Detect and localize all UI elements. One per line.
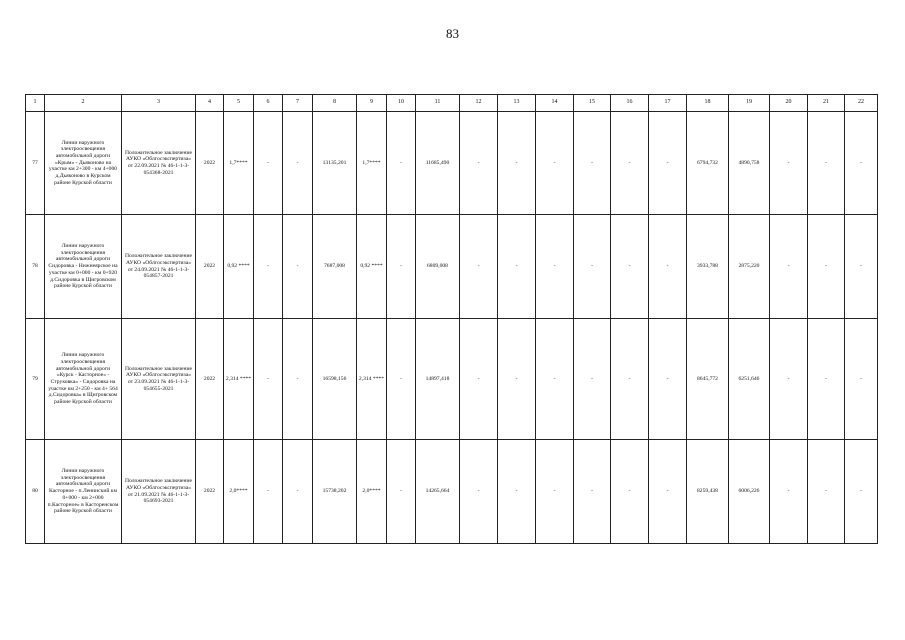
column-number: 13 xyxy=(498,95,536,112)
cell-cost: 2875,220 xyxy=(729,215,770,319)
cell-cost: 4890,758 xyxy=(729,112,770,215)
cell-cost: 8645,772 xyxy=(687,319,729,440)
cell-total-cost: 16598,156 xyxy=(313,319,357,440)
cell-value: - xyxy=(808,319,845,440)
cell-value: - xyxy=(283,112,313,215)
cell-value: - xyxy=(254,112,283,215)
column-number: 8 xyxy=(313,95,357,112)
cell-capacity: 0,92 **** xyxy=(224,215,254,319)
cell-value: - xyxy=(536,112,574,215)
cell-cost: 6809,008 xyxy=(416,215,460,319)
cell-value: - xyxy=(460,319,498,440)
cell-capacity: 1,7**** xyxy=(357,112,387,215)
row-number: 79 xyxy=(26,319,45,440)
expertise-conclusion: Положительное заключение АУКО «Облгосэкспертиза» от 21.09.2021 № 46-1-1-3-054693-2021 xyxy=(122,440,196,544)
cell-value: - xyxy=(254,440,283,544)
cell-value: - xyxy=(574,440,611,544)
cell-value: - xyxy=(845,215,878,319)
cell-value: - xyxy=(845,319,878,440)
cell-capacity: 0,92 **** xyxy=(357,215,387,319)
cell-cost: 6794,732 xyxy=(687,112,729,215)
cell-value: - xyxy=(283,440,313,544)
cell-value: - xyxy=(574,319,611,440)
cell-value: - xyxy=(254,215,283,319)
object-name: Линии наружного электроосвещения автомобильной дороги Касторное - п.Ленинский км 0+000 - км 2+000 п.Касторное» в Касторенском районе Курской области xyxy=(45,440,122,544)
cell-cost: 3933,788 xyxy=(687,215,729,319)
column-number: 21 xyxy=(808,95,845,112)
cell-value: - xyxy=(770,112,808,215)
cell-cost: 14265,664 xyxy=(416,440,460,544)
cell-value: - xyxy=(649,440,687,544)
column-number: 10 xyxy=(387,95,416,112)
column-number: 11 xyxy=(416,95,460,112)
table-row xyxy=(26,215,878,319)
cell-value: - xyxy=(611,112,649,215)
cell-capacity: 2,314 **** xyxy=(357,319,387,440)
column-number: 4 xyxy=(196,95,224,112)
year-cell: 2022 xyxy=(196,112,224,215)
expertise-conclusion: Положительное заключение АУКО «Облгосэкспертиза» от 22.09.2021 № 46-1-1-3-054368-2021 xyxy=(122,112,196,215)
cell-value: - xyxy=(387,215,416,319)
column-number: 6 xyxy=(254,95,283,112)
cell-value: - xyxy=(387,319,416,440)
cell-value: - xyxy=(808,215,845,319)
cell-value: - xyxy=(845,112,878,215)
investment-table xyxy=(25,94,878,544)
row-number: 80 xyxy=(26,440,45,544)
object-name: Линии наружного электроосвещения автомобильной дороги Сидоровка - Нижнеярское на участке км 0+000 - км 0+920 д.Сидоровка в Щигровском районе Курской области xyxy=(45,215,122,319)
cell-value: - xyxy=(460,440,498,544)
cell-capacity: 2,0**** xyxy=(224,440,254,544)
cell-total-cost: 7687,008 xyxy=(313,215,357,319)
cell-value: - xyxy=(808,112,845,215)
column-number: 5 xyxy=(224,95,254,112)
row-number: 77 xyxy=(26,112,45,215)
column-number: 7 xyxy=(283,95,313,112)
cell-value: - xyxy=(845,440,878,544)
year-cell: 2022 xyxy=(196,215,224,319)
year-cell: 2022 xyxy=(196,440,224,544)
cell-cost: 11685,490 xyxy=(416,112,460,215)
cell-value: - xyxy=(611,319,649,440)
cell-value: - xyxy=(536,440,574,544)
cell-value: - xyxy=(498,440,536,544)
cell-value: - xyxy=(770,440,808,544)
cell-total-cost: 13135,201 xyxy=(313,112,357,215)
column-number: 16 xyxy=(611,95,649,112)
cell-value: - xyxy=(770,319,808,440)
cell-value: - xyxy=(387,112,416,215)
object-name: Линии наружного электроосвещения автомобильной дороги «Крым» - Дьяконово на участке км 2+300 - км 4+000 д.Дьяконово в Курском районе Курской области xyxy=(45,112,122,215)
cell-value: - xyxy=(649,319,687,440)
object-name: Линии наружного электроосвещения автомобильной дороги «Курск - Касторное» - Струковка» - Сидоровка на участке км 2+250 - км 4+ 564 д.Сидоровка» в Щигровском районе Курской области xyxy=(45,319,122,440)
cell-cost: 6006,226 xyxy=(729,440,770,544)
cell-value: - xyxy=(611,215,649,319)
cell-cost: 14897,418 xyxy=(416,319,460,440)
column-number: 2 xyxy=(45,95,122,112)
cell-value: - xyxy=(536,215,574,319)
year-cell: 2022 xyxy=(196,319,224,440)
column-number: 9 xyxy=(357,95,387,112)
cell-value: - xyxy=(283,215,313,319)
column-number: 20 xyxy=(770,95,808,112)
cell-value: - xyxy=(574,215,611,319)
cell-cost: 8259,438 xyxy=(687,440,729,544)
cell-capacity: 1,7**** xyxy=(224,112,254,215)
cell-value: - xyxy=(498,319,536,440)
column-number: 19 xyxy=(729,95,770,112)
column-number: 15 xyxy=(574,95,611,112)
cell-total-cost: 15738,202 xyxy=(313,440,357,544)
cell-value: - xyxy=(254,319,283,440)
column-number: 3 xyxy=(122,95,196,112)
column-number: 22 xyxy=(845,95,878,112)
row-number: 78 xyxy=(26,215,45,319)
cell-value: - xyxy=(770,215,808,319)
cell-value: - xyxy=(283,319,313,440)
column-number: 12 xyxy=(460,95,498,112)
page-number: 83 xyxy=(446,26,459,41)
cell-value: - xyxy=(808,440,845,544)
cell-capacity: 2,0**** xyxy=(357,440,387,544)
cell-value: - xyxy=(460,112,498,215)
cell-capacity: 2,314 **** xyxy=(224,319,254,440)
cell-value: - xyxy=(611,440,649,544)
table-row xyxy=(26,440,878,544)
cell-value: - xyxy=(649,112,687,215)
table-row xyxy=(26,112,878,215)
cell-value: - xyxy=(649,215,687,319)
cell-value: - xyxy=(536,319,574,440)
cell-value: - xyxy=(498,112,536,215)
cell-value: - xyxy=(574,112,611,215)
column-number: 14 xyxy=(536,95,574,112)
expertise-conclusion: Положительное заключение АУКО «Облгосэкспертиза» от 23.09.2021 № 46-1-1-3-054655-2021 xyxy=(122,319,196,440)
expertise-conclusion: Положительное заключение АУКО «Облгосэкспертиза» от 24.09.2021 № 46-1-1-3-054857-2021 xyxy=(122,215,196,319)
cell-value: - xyxy=(498,215,536,319)
column-number: 17 xyxy=(649,95,687,112)
cell-value: - xyxy=(460,215,498,319)
cell-cost: 6251,646 xyxy=(729,319,770,440)
cell-value: - xyxy=(387,440,416,544)
table-row xyxy=(26,319,878,440)
column-number-row xyxy=(26,95,878,112)
column-number: 1 xyxy=(26,95,45,112)
column-number: 18 xyxy=(687,95,729,112)
